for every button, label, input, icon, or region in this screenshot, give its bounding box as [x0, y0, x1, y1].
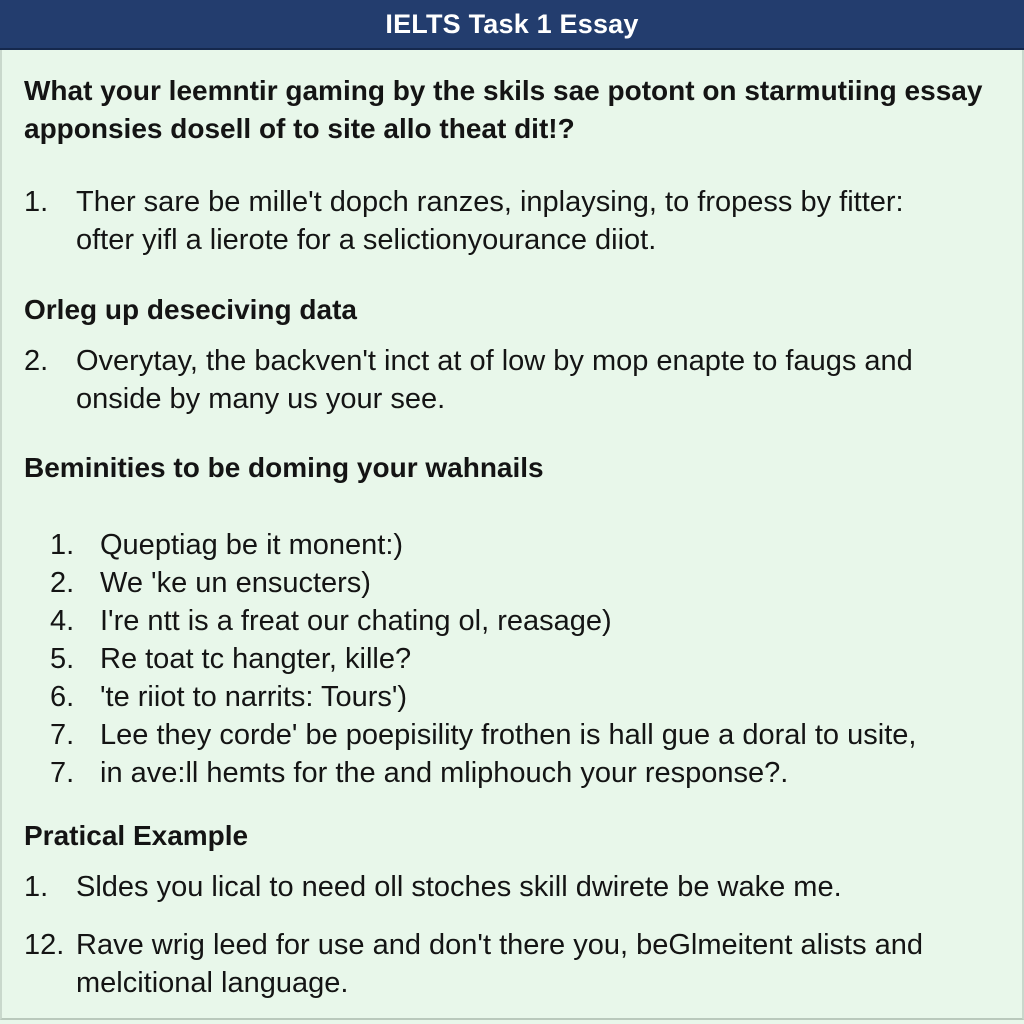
list-item-text: We 'ke un ensucters): [100, 567, 371, 599]
list-item-text: Overytay, the backven't inct at of low by mop enapte to faugs and: [76, 345, 913, 377]
list-item: [50, 678, 1010, 716]
list-item: [50, 754, 1010, 792]
section-heading: Beminities to be doming your wahnails: [24, 452, 544, 483]
section-heading: Orleg up deseciving data: [24, 294, 357, 325]
list-item: [24, 342, 1014, 422]
list-item-number: 4.: [50, 605, 75, 637]
list-item: [50, 640, 1010, 678]
list-item-number: 2.: [24, 345, 49, 377]
list-item-number: 5.: [50, 643, 75, 675]
list-item: [50, 564, 1010, 602]
list-item-text: Re toat tc hangter, kille?: [100, 643, 412, 675]
list-item-text: in ave:ll hemts for the and mliphouch your response?.: [100, 757, 789, 789]
list-item: [50, 602, 1010, 640]
list-item-text-continued: ofter yifl a lierote for a selictionyourance diiot.: [76, 224, 657, 256]
list-item-number: 12.: [24, 929, 65, 961]
list-item-number: 2.: [50, 567, 75, 599]
list-item-number: 6.: [50, 681, 75, 713]
list-item-text-continued: onside by many us your see.: [76, 383, 446, 415]
list-item: [24, 868, 1014, 906]
list-item-number: 1.: [50, 529, 75, 561]
list-item: [50, 716, 1010, 754]
list-item-number: 7.: [50, 719, 75, 751]
list-item-number: 1.: [24, 871, 49, 903]
essay-page: [0, 50, 1024, 1020]
list-item-number: 1.: [24, 186, 49, 218]
list-item-text: Lee they corde' be poepisility frothen is hall gue a doral to usite,: [100, 719, 917, 751]
list-item: [24, 926, 1014, 1006]
list-item-text: I're ntt is a freat our chating ol, reasage): [100, 605, 612, 637]
list-item: [24, 183, 1014, 263]
list-item: [50, 526, 1010, 564]
list-item-text: Ther sare be mille't dopch ranzes, inplaysing, to fropess by fitter:: [76, 186, 904, 218]
list-item-text: Queptiag be it monent:): [100, 529, 404, 561]
title-bar: [0, 0, 1024, 50]
list-item-text: 'te riiot to narrits: Tours'): [100, 681, 408, 713]
page-title: IELTS Task 1 Essay: [385, 8, 639, 39]
essay-question: What your leemntir gaming by the skils sae potont on starmutiing essay apponsies dosell of to site allo theat dit!?: [24, 75, 983, 144]
list-item-number: 7.: [50, 757, 75, 789]
list-item-text: Rave wrig leed for use and don't there you, beGlmeitent alists and: [76, 929, 924, 961]
list-item-text-continued: melcitional language.: [76, 967, 349, 999]
list-item-text: Sldes you lical to need oll stoches skill dwirete be wake me.: [76, 871, 842, 903]
section-heading: Pratical Example: [24, 820, 249, 851]
